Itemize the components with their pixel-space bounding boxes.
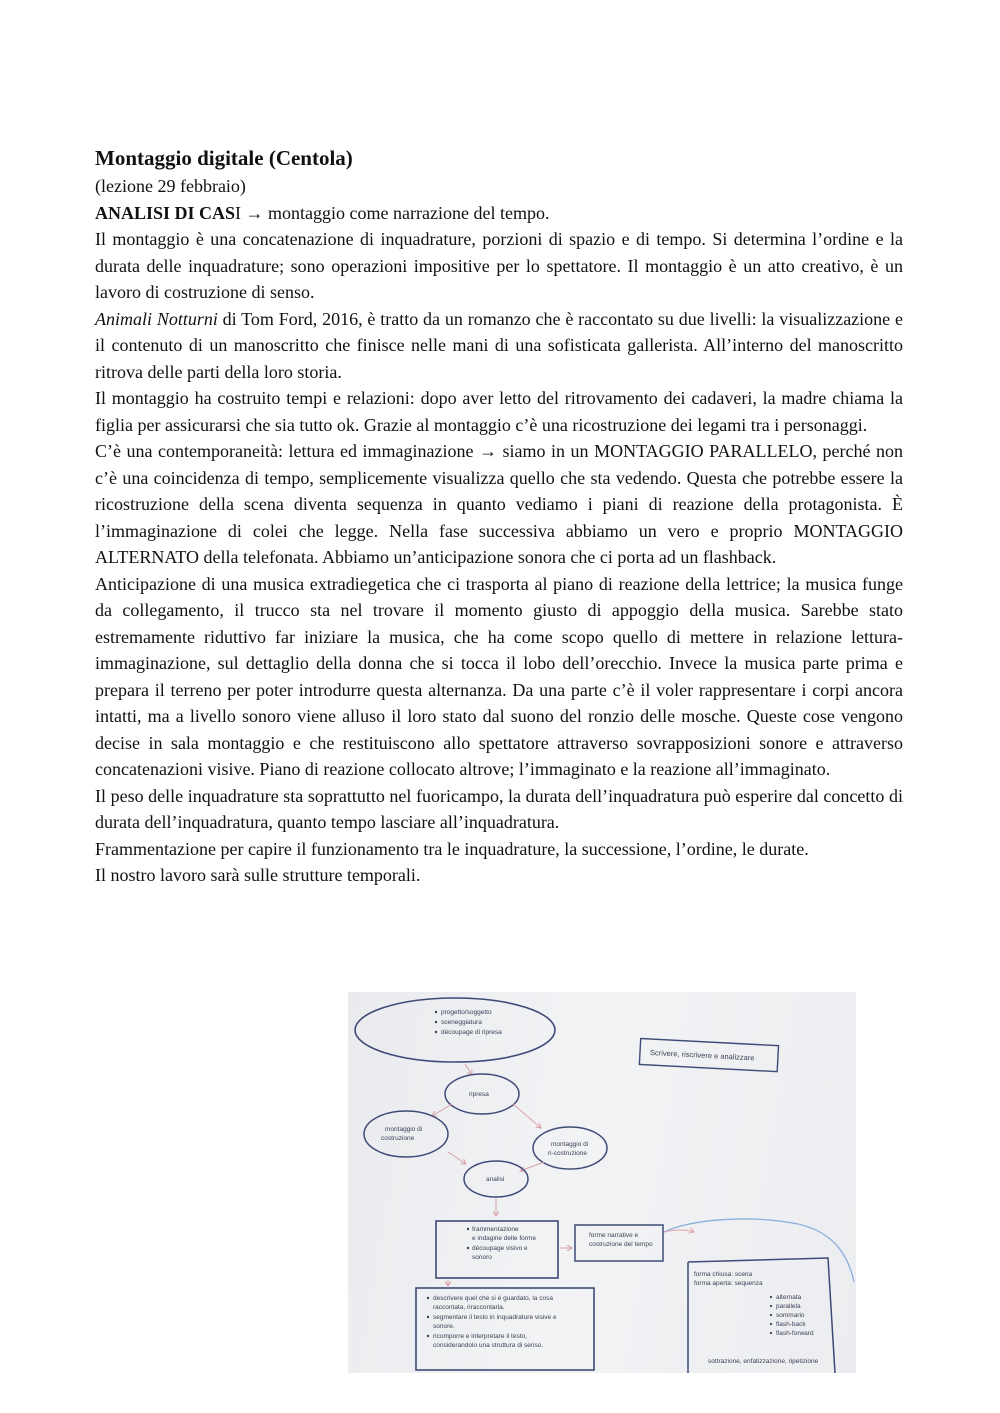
side-box-label: Scrivere, riscrivere e analizzare [649, 1047, 755, 1063]
descrivere-line1: descrivere quel che si è guardato, la cosa [433, 1295, 553, 1302]
descrivere-line5: ricomporre e interpretare il testo, [433, 1333, 527, 1340]
forme-narrative-line1: forme narrative e [589, 1232, 639, 1239]
intro-line [95, 200, 903, 227]
montaggio-costruzione-ellipse [364, 1111, 448, 1157]
paragraph-2-text: di Tom Ford, 2016, è tratto da un romanzo che è raccontato su due livelli: la visualizzazione e il contenuto di un manoscritto che finisce nelle mani di una sofisticata gallerista. All’interno del manoscritto ritrova delle parti della loro storia. [95, 308, 903, 382]
paragraph-2 [95, 306, 903, 386]
paragraph-1: Il montaggio è una concatenazione di inquadrature, porzioni di spazio e di tempo. Si determina l’ordine e la durata delle inquadrature; sono operazioni impositive per lo spettatore. Il montaggio è un atto creativo, è un lavoro di costruzione di senso. [95, 229, 903, 302]
frammentazione-line1: frammentazione [472, 1226, 519, 1233]
frammentazione-line3: découpage visivo e [472, 1245, 528, 1252]
seq-item-5: flash-forward [776, 1330, 814, 1337]
paragraph-4: C’è una contemporaneità: lettura ed immaginazione → siamo in un MONTAGGIO PARALLELO, perché non c’è una coincidenza di tempo, semplicemente visualizza quello che sta vedendo. Questa che potrebbe essere la ricostruzione della scena diventa sequenza in quanto vediamo i piani di reazione della protagonista. È l’immaginazione di colei che legge. Nella fase successiva abbiamo un vero e proprio MONTAGGIO ALTERNATO della telefonata. Abbiamo un’anticipazione sonora che ci porta ad un flashback. [95, 441, 903, 567]
intro-rest: I → montaggio come narrazione del tempo. [235, 202, 550, 223]
descrivere-line4: sonore. [433, 1323, 455, 1330]
montaggio-costruzione-line2: costruzione [381, 1135, 415, 1142]
bottom-note: sottrazione, enfatizzazione, ripetizione [708, 1358, 819, 1365]
seq-item-1: alternata [776, 1294, 802, 1301]
montaggio-costruzione-line1: montaggio di [385, 1126, 423, 1133]
montaggio-ricostruzione-ellipse [533, 1127, 607, 1169]
paragraph-7: Frammentazione per capire il funzionamento tra le inquadrature, la successione, l’ordine, le durate. [95, 838, 809, 859]
paragraph-8: Il nostro lavoro sarà sulle strutture temporali. [95, 865, 421, 885]
analisi-label: analisi [486, 1176, 505, 1183]
forme-narrative-line2: costruzione del tempo [589, 1241, 653, 1248]
descrivere-line3: segmentare il testo in inquadrature visive e [433, 1314, 557, 1321]
ripresa-label: ripresa [469, 1091, 489, 1098]
forma-chiusa-label: forma chiusa: scena [694, 1271, 753, 1278]
seq-item-2: parallela [776, 1303, 801, 1310]
frammentazione-line2: e indagine delle forme [472, 1235, 536, 1242]
montaggio-ricostruzione-line2: ri-costruzione [548, 1150, 588, 1157]
paragraph-6: Il peso delle inquadrature sta soprattutto nel fuoricampo, la durata dell’inquadratura può esperire dal concetto di durata dell’inquadratura, quanto tempo lasciare all’inquadratura. [95, 785, 903, 832]
diagram-drawing [348, 992, 856, 1373]
descrivere-line2: raccontata, riraccontarla. [433, 1304, 505, 1311]
frammentazione-line4: sonoro [472, 1254, 492, 1261]
montaggio-ricostruzione-line1: montaggio di [551, 1141, 589, 1148]
diagram-photo [348, 992, 856, 1373]
seq-item-4: flash-back [776, 1321, 806, 1328]
film-title: Animali Notturni [95, 308, 218, 329]
document-body [95, 143, 903, 889]
document-title: Montaggio digitale (Centola) [95, 146, 353, 170]
top-item-2: sceneggiatura [441, 1019, 482, 1026]
seq-item-3: sommario [776, 1312, 805, 1319]
top-item-3: découpage di ripresa [441, 1029, 502, 1036]
descrivere-line6: considerandolo una struttura di senso. [433, 1342, 544, 1349]
paragraph-3: Il montaggio ha costruito tempi e relazioni: dopo aver letto del ritrovamento dei cadaveri, la madre chiama la figlia per assicurarsi che sia tutto ok. Grazie al montaggio c’è una ricostruzione dei legami tra i personaggi. [95, 388, 903, 435]
intro-bold: ANALISI DI CAS [95, 202, 236, 223]
lesson-date: (lezione 29 febbraio) [95, 176, 246, 196]
top-item-1: progetto/soggetto [441, 1009, 492, 1016]
paragraph-5: Anticipazione di una musica extradiegetica che ci trasporta al piano di reazione della lettrice; la musica funge da collegamento, il trucco sta nel trovare il momento giusto di appoggio della musica. Sarebbe stato estremamente riduttivo far iniziare la musica, che ha come scopo quello di mettere in relazione lettura-immaginazione, sul dettaglio della donna che si tocca il lobo dell’orecchio. Invece la musica parte prima e prepara il terreno per poter introdurre questa alternanza. Da una parte c’è il voler rappresentare i corpi ancora intatti, ma a livello sonoro viene alluso il loro stato dal suono del ronzio delle mosche. Queste cose vengono decise in sala montaggio e che restituiscono allo spettatore attraverso sovrapposizioni sonore e attraverso concatenazioni visive. Piano di reazione collocato altrove; l’immaginato e la reazione all’immaginato. [95, 573, 903, 779]
forma-aperta-label: forma aperta: sequenza [694, 1280, 763, 1287]
